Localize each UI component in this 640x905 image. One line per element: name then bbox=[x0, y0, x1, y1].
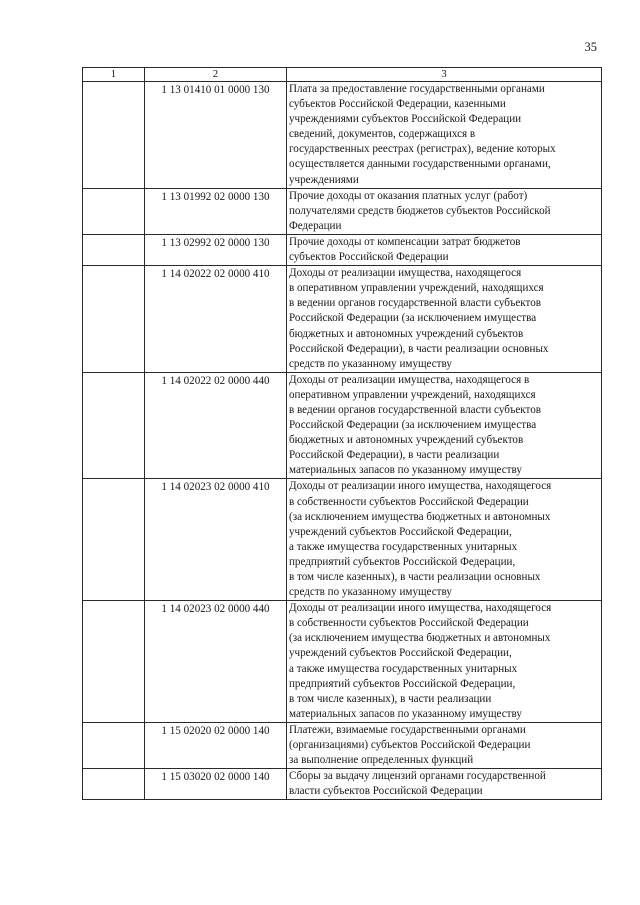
description-line: материальных запасов по указанному имуществу bbox=[289, 707, 522, 720]
description-line: Доходы от реализации иного имущества, находящегося bbox=[289, 602, 552, 615]
income-description-cell bbox=[287, 372, 602, 479]
column-header-1: 1 bbox=[83, 68, 145, 82]
income-description-cell bbox=[287, 601, 602, 723]
description-line: Сборы за выдачу лицензий органами государственной bbox=[289, 770, 546, 783]
table-row bbox=[83, 266, 602, 373]
description-line: осуществляется данными государственными органами, bbox=[289, 158, 551, 171]
income-description-cell bbox=[287, 266, 602, 373]
income-description-cell bbox=[287, 479, 602, 601]
description-line: средств по указанному имуществу bbox=[289, 357, 452, 370]
description-line: в ведении органов государственной власти субъектов bbox=[289, 297, 541, 310]
description-line: бюджетных и автономных учреждений субъектов bbox=[289, 327, 524, 340]
description-line: средств по указанному имуществу bbox=[289, 586, 452, 599]
income-description-cell bbox=[287, 722, 602, 768]
description-line: (организациями) субъектов Российской Федерации bbox=[289, 739, 531, 752]
budget-code-cell: 1 14 02022 02 0000 410 bbox=[145, 266, 287, 373]
table-row bbox=[83, 769, 602, 800]
table-row bbox=[83, 479, 602, 601]
description-line: Прочие доходы от оказания платных услуг (работ) bbox=[289, 189, 528, 202]
budget-code-cell: 1 15 03020 02 0000 140 bbox=[145, 769, 287, 800]
description-line: Российской Федерации (за исключением имущества bbox=[289, 419, 537, 432]
description-line: за выполнение определенных функций bbox=[289, 754, 474, 767]
description-line: в собственности субъектов Российской Федерации bbox=[289, 495, 529, 508]
description-line: субъектов Российской Федерации, казенными bbox=[289, 98, 506, 111]
description-line: а также имущества государственных унитарных bbox=[289, 540, 518, 553]
description-line: в том числе казенных), в части реализации основных bbox=[289, 571, 541, 583]
table-header-row bbox=[83, 68, 602, 82]
description-line: Доходы от реализации имущества, находящегося bbox=[289, 267, 522, 280]
description-line: субъектов Российской Федерации bbox=[289, 251, 449, 264]
income-description-cell bbox=[287, 188, 602, 234]
description-line: материальных запасов по указанному имуществу bbox=[289, 464, 522, 477]
income-description-cell bbox=[287, 769, 602, 800]
column-header-3: 3 bbox=[287, 68, 602, 82]
description-line: учреждениями субъектов Российской Федерации bbox=[289, 113, 522, 126]
budget-code-cell: 1 13 02992 02 0000 130 bbox=[145, 234, 287, 265]
description-line: в ведении органов государственной власти субъектов bbox=[289, 403, 541, 416]
description-line: (за исключением имущества бюджетных и автономных bbox=[289, 632, 551, 645]
table-row bbox=[83, 372, 602, 479]
description-line: Прочие доходы от компенсации затрат бюджетов bbox=[289, 235, 521, 248]
row-number-cell bbox=[83, 601, 145, 723]
income-codes-table bbox=[82, 67, 602, 800]
description-line: Федерации bbox=[289, 219, 342, 232]
budget-code-cell: 1 15 02020 02 0000 140 bbox=[145, 722, 287, 768]
row-number-cell bbox=[83, 479, 145, 601]
description-line: Плата за предоставление государственными органами bbox=[289, 83, 545, 95]
description-line: получателями средств бюджетов субъектов Российской bbox=[289, 204, 551, 217]
table-row bbox=[83, 188, 602, 234]
description-line: Доходы от реализации имущества, находящегося в bbox=[289, 373, 530, 386]
description-line: а также имущества государственных унитарных bbox=[289, 662, 518, 675]
table-row bbox=[83, 234, 602, 265]
table-row bbox=[83, 82, 602, 189]
description-line: предприятий субъектов Российской Федерации, bbox=[289, 677, 516, 690]
description-line: учреждений субъектов Российской Федерации, bbox=[289, 525, 512, 538]
description-line: в собственности субъектов Российской Федерации bbox=[289, 617, 529, 630]
income-description-cell bbox=[287, 234, 602, 265]
description-line: учреждений субъектов Российской Федерации, bbox=[289, 647, 512, 660]
row-number-cell bbox=[83, 234, 145, 265]
description-line: власти субъектов Российской Федерации bbox=[289, 785, 483, 798]
description-line: в оперативном управлении учреждений, находящихся bbox=[289, 282, 544, 295]
budget-code-cell: 1 14 02023 02 0000 410 bbox=[145, 479, 287, 601]
row-number-cell bbox=[83, 82, 145, 189]
description-line: Российской Федерации), в части реализации bbox=[289, 449, 500, 462]
table-row bbox=[83, 722, 602, 768]
description-line: Российской Федерации (за исключением имущества bbox=[289, 312, 537, 325]
budget-code-cell: 1 14 02022 02 0000 440 bbox=[145, 372, 287, 479]
description-line: государственных реестрах (регистрах), ведение которых bbox=[289, 143, 556, 156]
budget-code-cell: 1 14 02023 02 0000 440 bbox=[145, 601, 287, 723]
row-number-cell bbox=[83, 372, 145, 479]
income-description-cell bbox=[287, 82, 602, 189]
row-number-cell bbox=[83, 266, 145, 373]
description-line: учреждениями bbox=[289, 173, 359, 186]
page-number: 35 bbox=[584, 40, 597, 54]
table-row bbox=[83, 601, 602, 723]
budget-code-cell: 1 13 01992 02 0000 130 bbox=[145, 188, 287, 234]
row-number-cell bbox=[83, 769, 145, 800]
row-number-cell bbox=[83, 722, 145, 768]
table-body bbox=[83, 82, 602, 800]
description-line: бюджетных и автономных учреждений субъектов bbox=[289, 434, 524, 447]
description-line: (за исключением имущества бюджетных и автономных bbox=[289, 510, 551, 523]
row-number-cell bbox=[83, 188, 145, 234]
description-line: Платежи, взимаемые государственными органами bbox=[289, 723, 526, 736]
description-line: предприятий субъектов Российской Федерации, bbox=[289, 555, 516, 568]
description-line: Российской Федерации), в части реализации основных bbox=[289, 342, 549, 355]
description-line: Доходы от реализации иного имущества, находящегося bbox=[289, 480, 552, 493]
budget-code-cell: 1 13 01410 01 0000 130 bbox=[145, 82, 287, 189]
description-line: оперативном управлении учреждений, находящихся bbox=[289, 388, 536, 401]
description-line: сведений, документов, содержащихся в bbox=[289, 128, 476, 141]
description-line: в том числе казенных), в части реализации bbox=[289, 692, 492, 705]
column-header-2: 2 bbox=[145, 68, 287, 82]
